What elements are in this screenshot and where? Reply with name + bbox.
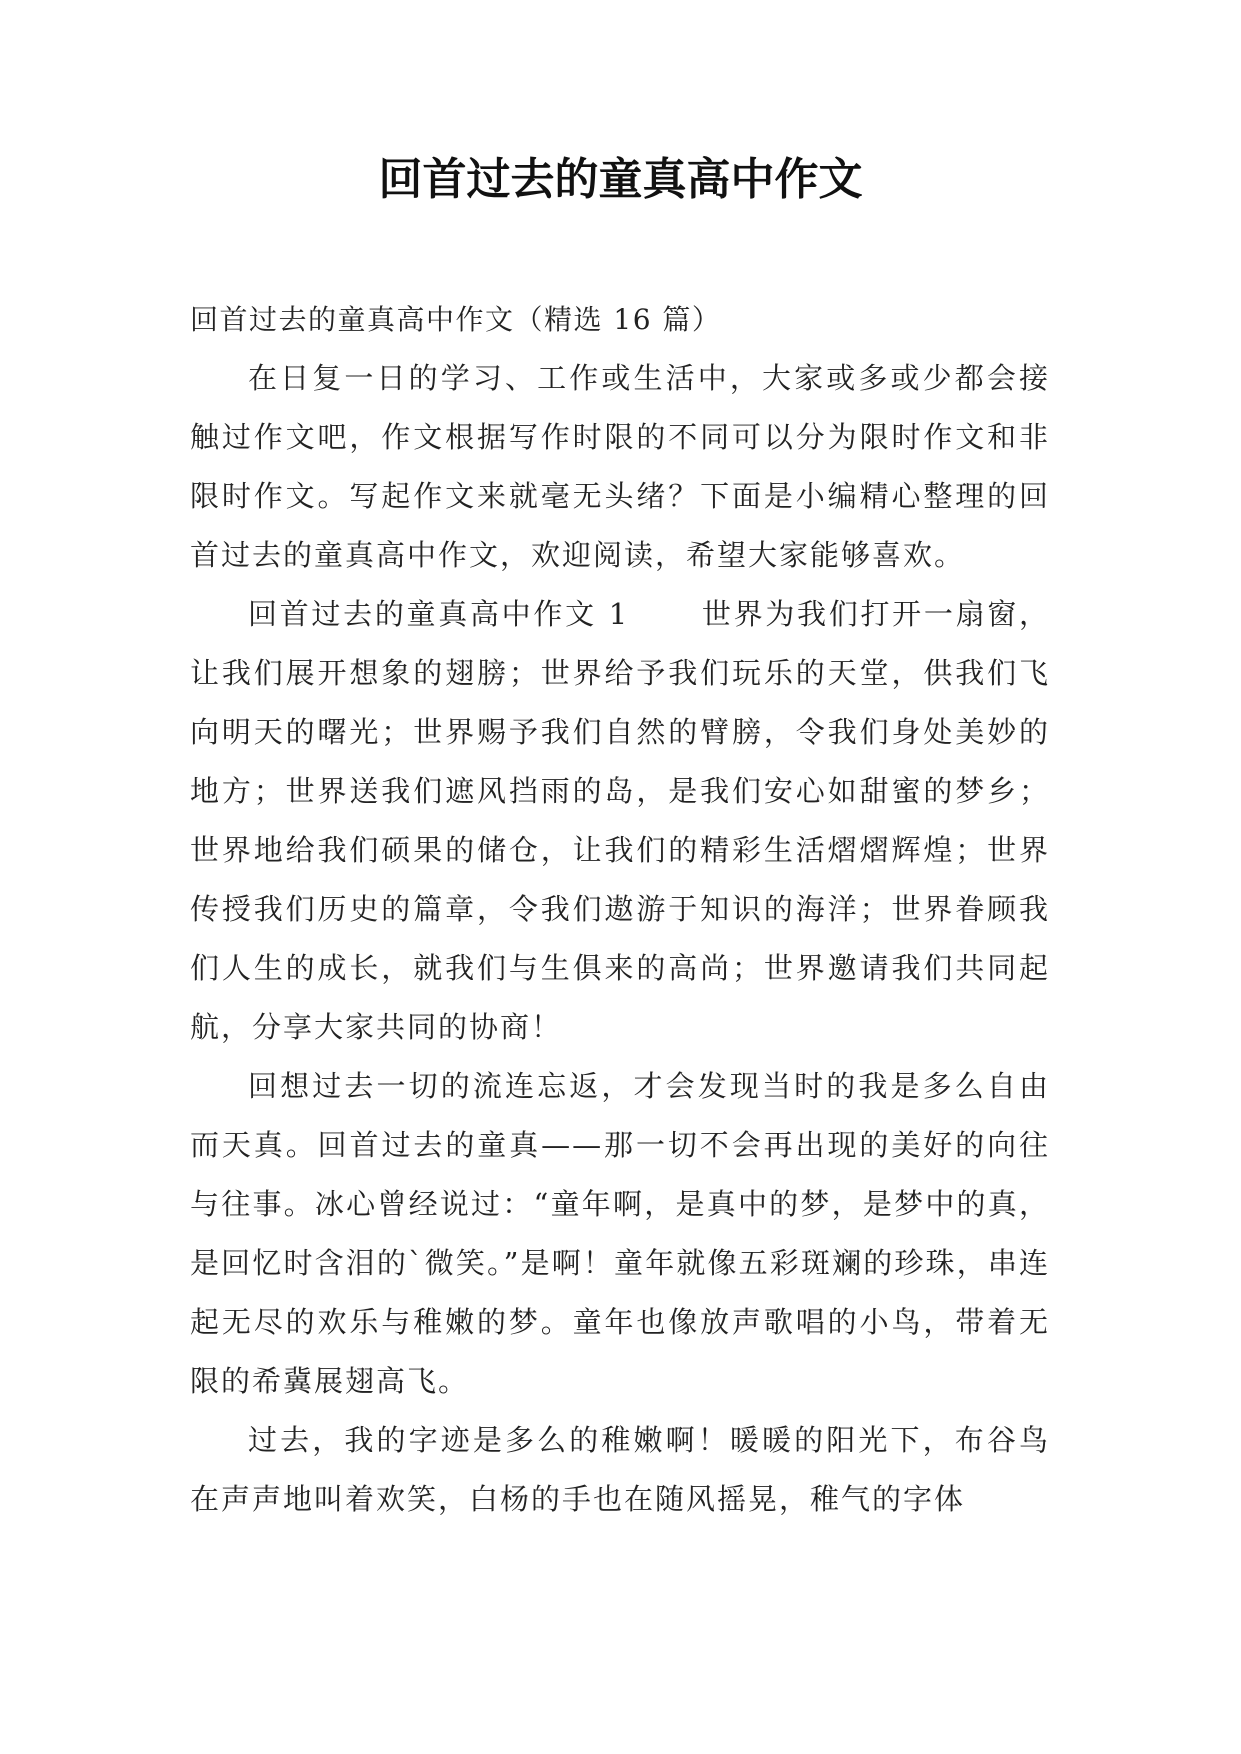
handwriting-paragraph: 过去，我的字迹是多么的稚嫩啊！暖暖的阳光下，布谷鸟在声声地叫着欢笑，白杨的手也在随风摇晃，稚气的字体 [190, 1423, 1050, 1516]
essay-1-heading: 回首过去的童真高中作文 1 [248, 597, 630, 631]
document-subtitle: 回首过去的童真高中作文（精选 16 篇） [190, 303, 722, 336]
essay-1-paragraph [190, 585, 1050, 1057]
essay-1-text: 世界为我们打开一扇窗，让我们展开想象的翅膀；世界给予我们玩乐的天堂，供我们飞向明天的曙光；世界赐予我们自然的臂膀，令我们身处美妙的地方；世界送我们遮风挡雨的岛，是我们安心如甜蜜的梦乡；世界地给我们硕果的储仓，让我们的精彩生活熠熠辉煌；世界传授我们历史的篇章，令我们遨游于知识的海洋；世界眷顾我们人生的成长，就我们与生俱来的高尚；世界邀请我们共同起航，分享大家共同的协商！ [190, 597, 1050, 1044]
document-title: 回首过去的童真高中作文 [378, 154, 863, 205]
intro-paragraph: 在日复一日的学习、工作或生活中，大家或多或少都会接触过作文吧，作文根据写作时限的不同可以分为限时作文和非限时作文。写起作文来就毫无头绪？下面是小编精心整理的回首过去的童真高中作文，欢迎阅读，希望大家能够喜欢。 [190, 361, 1050, 572]
document-body [190, 290, 1050, 1529]
reflection-paragraph: 回想过去一切的流连忘返，才会发现当时的我是多么自由而天真。回首过去的童真——那一切不会再出现的美好的向往与往事。冰心曾经说过：“童年啊，是真中的梦，是梦中的真，是回忆时含泪的`微笑。”是啊！童年就像五彩斑斓的珍珠，串连起无尽的欢乐与稚嫩的梦。童年也像放声歌唱的小鸟，带着无限的希冀展翅高飞。 [190, 1069, 1050, 1398]
